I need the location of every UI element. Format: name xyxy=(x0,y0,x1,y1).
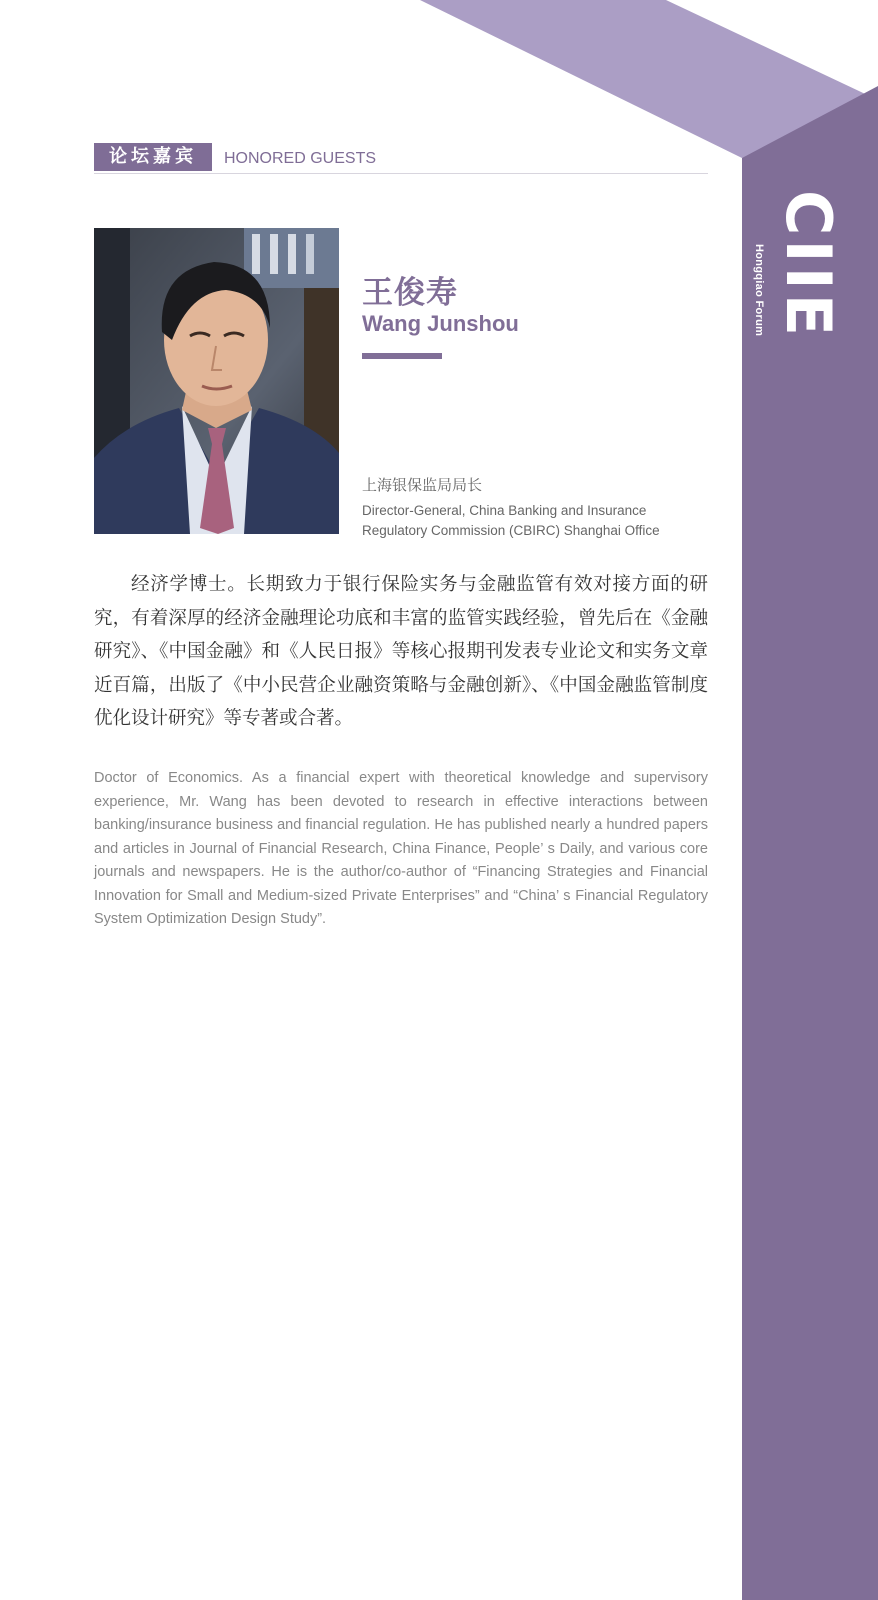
guest-name-zh: 王俊寿 xyxy=(362,275,458,311)
guest-position-zh: 上海银保监局局长 xyxy=(362,476,483,494)
ciie-logo: CIIE xyxy=(772,190,845,340)
guest-position-en: Director-General, China Banking and Insurance Regulatory Commission (CBIRC) Shanghai Office xyxy=(362,503,660,538)
forum-label: Hongqiao Forum xyxy=(753,244,765,337)
person-portrait-icon xyxy=(94,228,339,534)
guest-name-en: Wang Junshou xyxy=(362,311,519,336)
section-header xyxy=(94,143,708,174)
guest-bio-zh: 经济学博士。长期致力于银行保险实务与金融监管有效对接方面的研究，有着深厚的经济金融理论功底和丰富的监管实践经验，曾先后在《金融研究》、《中国金融》和《人民日报》等核心报期刊发表专业论文和实务文章近百篇，出版了《中小民营企业融资策略与金融创新》、《中国金融监管制度优化设计研究》等专著或合著。 xyxy=(94,574,708,729)
name-underline xyxy=(362,353,442,359)
guest-bio-en: Doctor of Economics. As a financial expert with theoretical knowledge and supervisory experience, Mr. Wang has been devoted to research in effective interactions between banking/insurance business and financial regulation. He has published nearly a hundred papers and articles in Journal of Financial Research, China Finance, People’ s Daily, and various core journals and newspapers. He is the author/co-author of “Financing Strategies and Financial Innovation for Small and Medium-sized Private Enterprises” and “China’ s Financial Regulatory System Optimization Design Study”. xyxy=(94,770,708,927)
section-tag-en: HONORED GUESTS xyxy=(224,150,377,167)
section-tag-zh: 论坛嘉宾 xyxy=(94,143,212,171)
guest-portrait xyxy=(94,228,339,534)
